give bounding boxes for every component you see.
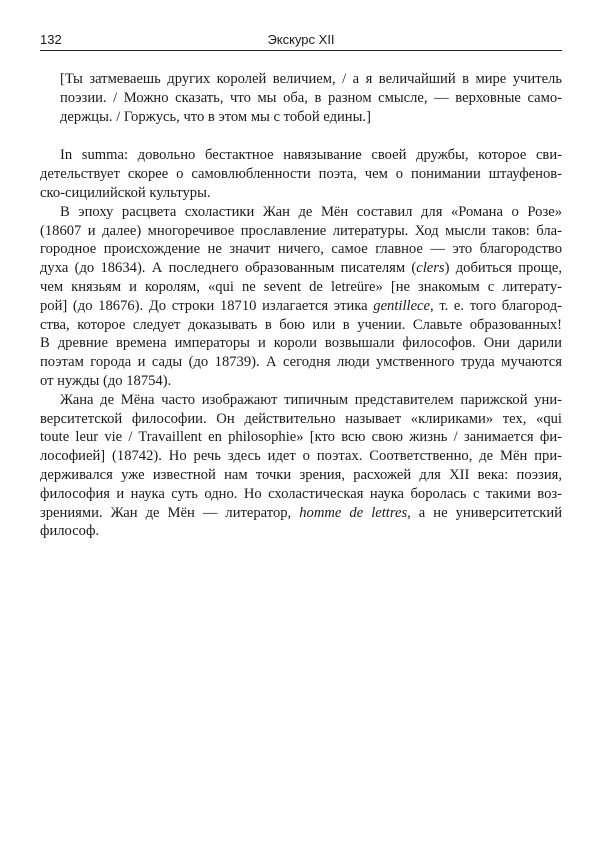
text-line <box>40 259 562 278</box>
text-line <box>40 203 562 222</box>
text-segment: рой] (до 18676). До строки 18710 излагается этика <box>40 297 374 314</box>
text-segment: В эпоху расцвета схоластики Жан де Мён составил для «Романа о Розе» <box>60 203 562 220</box>
text-segment: , а не университетский <box>407 504 562 521</box>
text-line <box>40 240 562 259</box>
text-segment: [Ты затмеваешь других королей величием, / а я величайший в мире учитель <box>60 71 562 87</box>
text-segment: духа (до 18634). А последнего образованным писателям ( <box>40 260 417 277</box>
text-segment: держцы. / Горжусь, что в этом мы с тобой едины.] <box>60 108 371 125</box>
text-segment: Жана де Мёна часто изображают типичным представителем парижской уни- <box>60 391 562 408</box>
text-line <box>40 316 562 335</box>
page-body <box>40 70 562 541</box>
text-segment: верситетской философии. Он действительно называет «клириками» тех, «qui <box>40 410 562 427</box>
text-segment: лософией] (18742). Но речь здесь идет о поэтах. Соответственно, де Мён при- <box>40 448 562 465</box>
running-header <box>40 30 562 51</box>
paragraph <box>40 146 562 202</box>
text-line <box>40 410 562 429</box>
text-line <box>40 485 562 504</box>
paragraph <box>40 203 562 391</box>
text-line <box>40 447 562 466</box>
text-segment: держивался уже известной нам точки зрения, расхожей для XII века: поэзия, <box>40 466 562 483</box>
text-line <box>40 353 562 372</box>
text-line <box>60 89 562 108</box>
text-line <box>60 70 562 89</box>
text-line <box>40 184 562 203</box>
text-line <box>40 466 562 485</box>
text-line <box>40 522 562 541</box>
running-title: Экскурс XII <box>267 32 335 47</box>
text-segment: (18607 и далее) многоречивое прославление литературы. Ход мысли таков: бла- <box>40 222 562 239</box>
text-segment: ства, которое следует доказывать в бою или в учении. Славьте образованных! <box>40 316 562 333</box>
text-segment: поэтам города и сады (до 18739). А сегодня люди умственного труда мучаются <box>40 354 562 371</box>
text-segment: toute leur vie / Travaillent en philosophie» [кто всю свою жизнь / занимается фи- <box>40 429 562 446</box>
text-line <box>60 108 562 127</box>
text-segment: философ. <box>40 523 100 540</box>
text-segment: поэзии. / Можно сказать, что мы оба, в разном смысле, — верховные само- <box>60 89 562 106</box>
text-line <box>40 297 562 316</box>
text-line <box>40 165 562 184</box>
text-segment: городное происхождение не значит ничего, самое главное — это благородство <box>40 241 562 258</box>
text-segment: зрениями. Жан де Мён — литератор, <box>40 504 300 521</box>
text-line <box>40 222 562 241</box>
italic-term: gentillece <box>373 297 431 314</box>
text-line <box>40 278 562 297</box>
text-line <box>40 146 562 165</box>
text-line <box>40 391 562 410</box>
text-segment: от нужды (до 18754). <box>40 372 172 389</box>
text-segment: , т. е. того благород- <box>430 297 562 314</box>
text-segment: философия и наука суть одно. Но схоластическая наука боролась с такими воз- <box>40 485 562 502</box>
text-line <box>40 428 562 447</box>
text-line <box>40 372 562 391</box>
text-line <box>40 334 562 353</box>
text-segment: детельствует скорее о самовлюбленности поэта, чем о понимании штауфенов- <box>40 166 562 183</box>
text-segment: чем князьям и королям, «qui ne sevent de letreüre» [не знакомым с литерату- <box>40 278 562 295</box>
paragraph <box>40 391 562 541</box>
text-segment: In summa: довольно бестактное навязывание своей дружбы, которое сви- <box>60 147 562 164</box>
verse-translation-quote <box>60 70 562 126</box>
italic-term: homme de lettres <box>299 504 408 521</box>
text-line <box>40 504 562 523</box>
page-number: 132 <box>40 32 62 47</box>
text-segment: ско-сицилийской культуры. <box>40 184 211 201</box>
text-segment: ) добиться проще, <box>444 260 562 277</box>
text-segment: В древние времена императоры и короли возвышали философов. Они дарили <box>40 335 562 352</box>
italic-term: clers <box>416 260 445 277</box>
